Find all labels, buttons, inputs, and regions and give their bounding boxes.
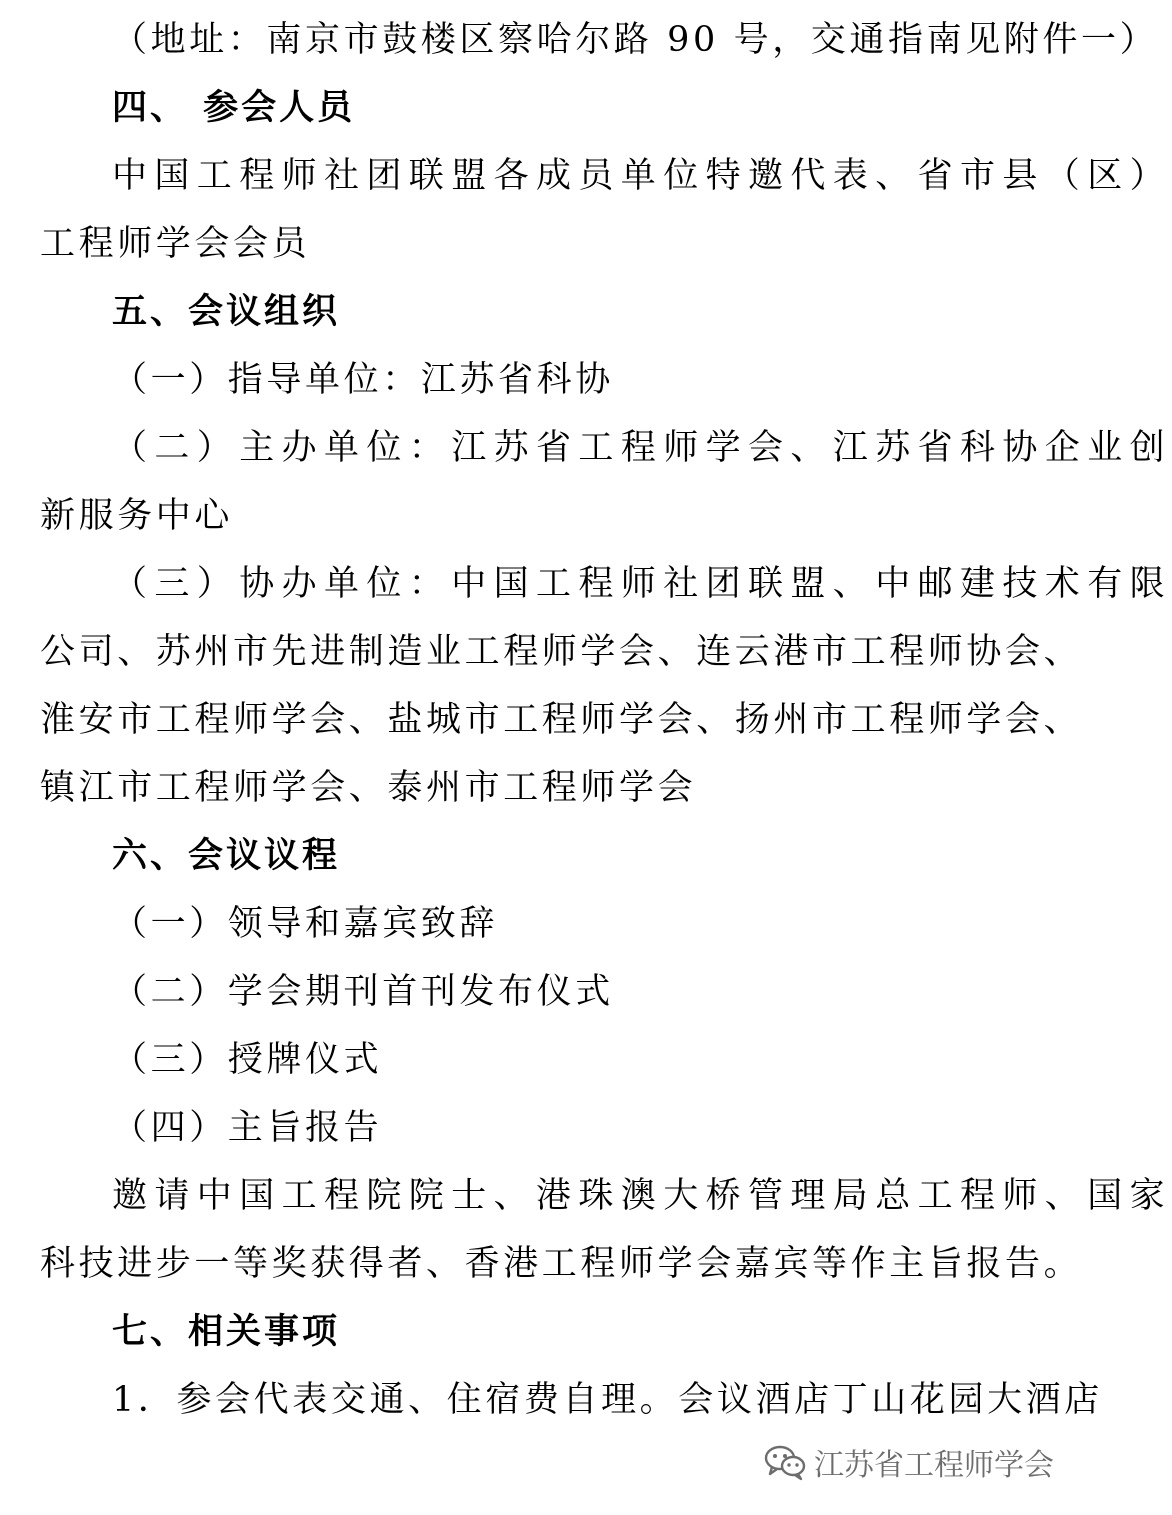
paragraph-line: （一）领导和嘉宾致辞 xyxy=(112,904,499,944)
paragraph-line: 新服务中心 xyxy=(40,496,234,536)
watermark-text: 江苏省工程师学会 xyxy=(814,1448,1054,1483)
paragraph-line: 公司、苏州市先进制造业工程师学会、连云港市工程师协会、 xyxy=(40,632,1083,672)
paragraph-line: 淮安市工程师学会、盐城市工程师学会、扬州市工程师学会、 xyxy=(40,700,1083,740)
paragraph-line: 镇江市工程师学会、泰州市工程师学会 xyxy=(40,768,697,808)
section-heading-related: 七、相关事项 xyxy=(112,1311,341,1352)
section-heading-attendees: 四、 参会人员 xyxy=(112,87,356,128)
paragraph-line: （三）协办单位：中国工程师社团联盟、中邮建技术有限 xyxy=(112,564,1172,604)
paragraph-line: （四）主旨报告 xyxy=(112,1108,383,1148)
section-heading-organization: 五、会议组织 xyxy=(112,291,341,332)
watermark xyxy=(764,1440,1054,1484)
paragraph-line: 工程师学会会员 xyxy=(40,224,311,264)
address-line: （地址：南京市鼓楼区察哈尔路 90 号，交通指南见附件一） xyxy=(112,20,1159,60)
paragraph-line: 邀请中国工程院院士、港珠澳大桥管理局总工程师、国家 xyxy=(112,1176,1172,1216)
paragraph-line: 中国工程师社团联盟各成员单位特邀代表、省市县（区） xyxy=(112,156,1172,196)
paragraph-line: （三）授牌仪式 xyxy=(112,1040,383,1080)
section-heading-agenda: 六、会议议程 xyxy=(112,835,341,876)
paragraph-line: 1．参会代表交通、住宿费自理。会议酒店丁山花园大酒店 xyxy=(112,1380,1103,1420)
paragraph-line: 科技进步一等奖获得者、香港工程师学会嘉宾等作主旨报告。 xyxy=(40,1244,1083,1284)
paragraph-line: （二）学会期刊首刊发布仪式 xyxy=(112,972,614,1012)
paragraph-line: （二）主办单位：江苏省工程师学会、江苏省科协企业创 xyxy=(112,428,1172,468)
paragraph-line: （一）指导单位：江苏省科协 xyxy=(112,360,614,400)
wechat-icon xyxy=(764,1444,806,1480)
